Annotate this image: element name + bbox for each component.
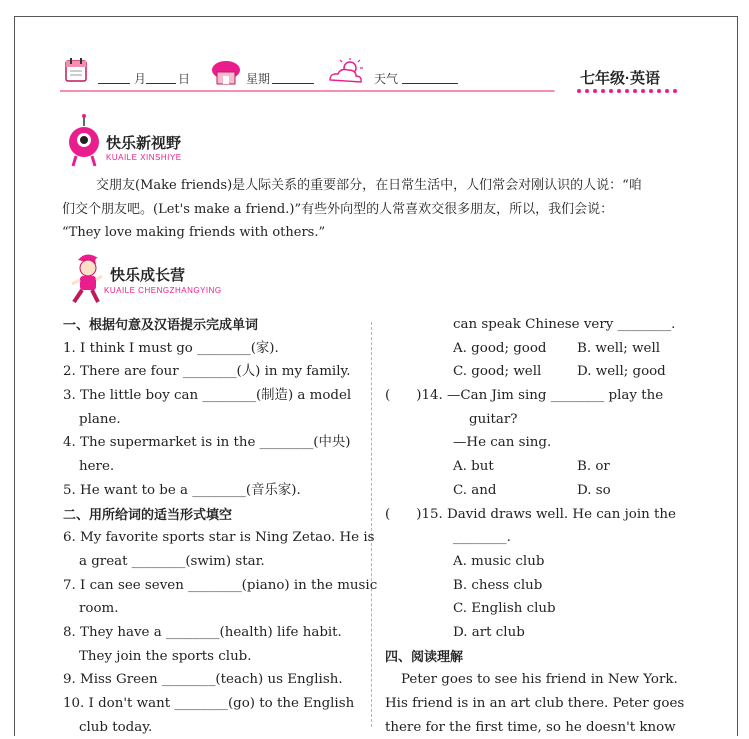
reading-line: Peter goes to see his friend in New York. xyxy=(401,672,678,688)
left-column xyxy=(63,313,378,739)
weather-sun-cloud-icon xyxy=(326,58,368,86)
exercise-line: 3. The little boy can ________(制造) a model xyxy=(63,388,352,404)
option: B. chess club xyxy=(453,577,543,593)
exercise-line: —He can sing. xyxy=(453,435,552,451)
exercise-line xyxy=(385,503,685,527)
answer-paren-open: ( xyxy=(385,506,391,522)
reading-line: there for the first time, so he doesn't know xyxy=(385,719,676,735)
weekday-label: 星期 xyxy=(246,72,271,86)
column-separator xyxy=(371,322,372,727)
section-subtitle-growth-camp: KUAILE CHENGZHANGYING xyxy=(104,286,222,295)
exercise-line: 6. My favorite sports star is Ning Zetao. He is xyxy=(63,530,375,546)
intro-line: 交朋友(Make friends)是人际关系的重要部分，在日常生活中，人们常会对刚认识的人说：“咱 xyxy=(96,178,642,193)
answer-paren-close: ) xyxy=(416,388,422,404)
exercise-line: club today. xyxy=(79,719,153,735)
exercise-line: 7. I can see seven ________(piano) in the music xyxy=(63,577,378,593)
option-row xyxy=(385,479,685,503)
running-boy-icon xyxy=(66,252,106,308)
option: B. or xyxy=(577,459,610,475)
option: D. art club xyxy=(453,624,525,640)
calendar-icon xyxy=(64,56,90,84)
exercise-heading: 一、根据句意及汉语提示完成单词 xyxy=(63,317,259,332)
section-subtitle-new-view: KUAILE XINSHIYE xyxy=(106,153,182,162)
exercise-line: plane. xyxy=(79,411,121,427)
option: C. good; well xyxy=(453,364,542,380)
exercise-line: guitar? xyxy=(469,411,518,427)
intro-line: “They love making friends with others.” xyxy=(62,225,326,240)
exercise-line: can speak Chinese very ________. xyxy=(453,317,676,332)
weather-label: 天气 xyxy=(374,72,399,86)
grade-title: 七年级·英语 xyxy=(580,70,660,87)
option: C. English club xyxy=(453,601,556,617)
dots-decoration xyxy=(576,88,680,94)
question-text: 14. —Can Jim sing ________ play the xyxy=(421,388,664,404)
section-title-new-view: 快乐新视野 xyxy=(106,135,182,152)
exercise-line: They join the sports club. xyxy=(79,648,252,664)
option: B. well; well xyxy=(577,340,661,356)
exercise-heading: 四、阅读理解 xyxy=(385,648,464,664)
exercise-line: here. xyxy=(79,459,115,475)
exercise-line: 4. The supermarket is in the ________(中央) xyxy=(63,435,351,451)
exercise-line xyxy=(385,384,685,408)
option: D. so xyxy=(577,482,611,498)
answer-paren-open: ( xyxy=(385,388,391,404)
exercise-line: a great ________(swim) star. xyxy=(79,553,265,569)
option: D. well; good xyxy=(577,364,666,380)
exercise-line: room. xyxy=(79,601,119,617)
right-column xyxy=(385,313,685,739)
question-text: 15. David draws well. He can join the xyxy=(421,506,676,522)
exercise-line: 1. I think I must go ________(家). xyxy=(63,340,279,356)
exercise-line: 8. They have a ________(health) life habit. xyxy=(63,624,342,640)
exercise-line: 2. There are four ________(人) in my family. xyxy=(63,364,351,380)
reading-line: His friend is in an art club there. Peter goes xyxy=(385,696,685,711)
option: A. music club xyxy=(453,553,545,569)
month-label: 月 xyxy=(134,72,147,86)
date-header xyxy=(50,52,680,92)
option: A. but xyxy=(453,459,494,475)
exercise-heading: 二、用所给词的适当形式填空 xyxy=(63,506,233,522)
section-title-growth-camp: 快乐成长营 xyxy=(110,267,186,284)
day-label: 日 xyxy=(178,72,191,86)
option-row xyxy=(385,455,685,479)
option-row xyxy=(385,337,685,361)
alien-mascot-icon xyxy=(66,114,102,170)
intro-paragraph xyxy=(62,174,688,245)
option-row xyxy=(385,360,685,384)
option: A. good; good xyxy=(453,340,547,356)
answer-paren-close: ) xyxy=(416,506,422,522)
exercise-line: ________. xyxy=(453,530,511,546)
exercise-line: 5. He want to be a ________(音乐家). xyxy=(63,482,301,498)
exercise-line: 9. Miss Green ________(teach) us English. xyxy=(63,672,343,688)
option: C. and xyxy=(453,482,497,498)
exercise-line: 10. I don't want ________(go) to the English xyxy=(63,696,355,711)
intro-line: 们交个朋友吧。(Let's make a friend.)”有些外向型的人常喜欢交很多朋友，所以，我们会说： xyxy=(62,201,614,217)
house-icon xyxy=(210,60,242,86)
